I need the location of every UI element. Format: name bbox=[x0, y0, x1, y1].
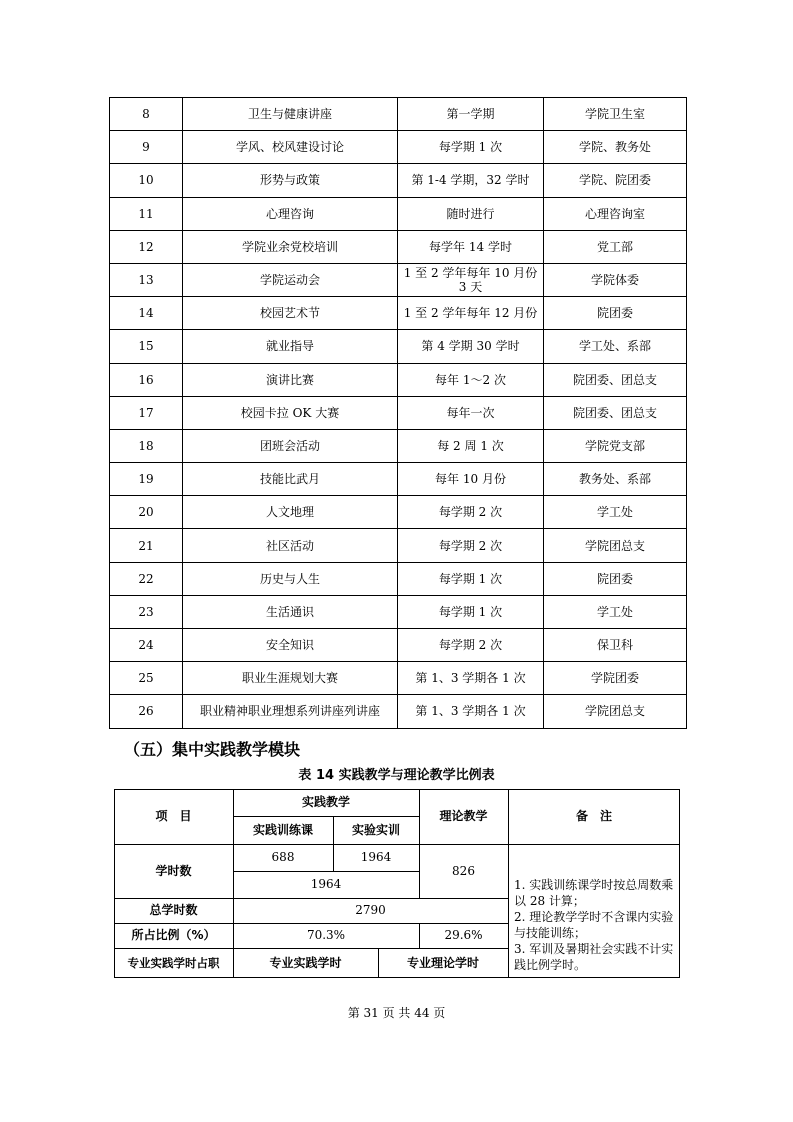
value-practice-ratio: 70.3% bbox=[306, 928, 346, 942]
cell-schedule: 每学年 14 学时 bbox=[398, 230, 544, 263]
cell-schedule: 第 4 学期 30 学时 bbox=[398, 330, 544, 363]
table-row bbox=[110, 396, 687, 429]
table-row bbox=[110, 662, 687, 695]
value-theory-hours: 826 bbox=[452, 863, 475, 878]
header-lab: 实验实训 bbox=[351, 822, 400, 837]
table-row bbox=[110, 496, 687, 529]
cell-department: 教务处、系部 bbox=[544, 463, 687, 496]
cell-department: 院团委、团总支 bbox=[544, 396, 687, 429]
header-practice: 实践教学 bbox=[301, 795, 350, 809]
cell-activity: 就业指导 bbox=[183, 330, 398, 363]
note-item: 1. 实践训练课学时按总周数乘以 28 计算； bbox=[514, 878, 674, 908]
table-row bbox=[110, 131, 687, 164]
value-theory-ratio: 29.6% bbox=[444, 928, 483, 942]
cell-activity: 安全知识 bbox=[183, 629, 398, 662]
row-label-hours: 学时数 bbox=[155, 863, 192, 878]
header-major-practice: 专业实践学时 bbox=[269, 955, 342, 970]
cell-department: 学工处 bbox=[544, 595, 687, 628]
section-heading: （五）集中实践教学模块 bbox=[124, 740, 301, 759]
cell-number: 10 bbox=[110, 164, 183, 197]
cell-schedule: 每年一次 bbox=[398, 396, 544, 429]
cell-activity: 形势与政策 bbox=[183, 164, 398, 197]
activity-table bbox=[109, 97, 687, 729]
value-training-hours: 688 bbox=[271, 850, 295, 864]
cell-activity: 生活通识 bbox=[183, 595, 398, 628]
cell-schedule: 1 至 2 学年每年 12 月份 bbox=[398, 297, 544, 330]
row-label-major: 专业实践学时占职 bbox=[127, 955, 220, 970]
cell-number: 20 bbox=[110, 496, 183, 529]
cell-schedule: 每 2 周 1 次 bbox=[398, 429, 544, 462]
cell-activity: 社区活动 bbox=[183, 529, 398, 562]
cell-activity: 职业生涯规划大赛 bbox=[183, 662, 398, 695]
ratio-table bbox=[114, 789, 680, 978]
table-row bbox=[110, 330, 687, 363]
table-caption: 表 14 实践教学与理论教学比例表 bbox=[298, 768, 495, 783]
cell-number: 23 bbox=[110, 595, 183, 628]
cell-activity: 校园艺术节 bbox=[183, 297, 398, 330]
cell-schedule: 每学期 1 次 bbox=[398, 131, 544, 164]
cell-number: 16 bbox=[110, 363, 183, 396]
cell-schedule: 第 1、3 学期各 1 次 bbox=[398, 662, 544, 695]
activity-table-body bbox=[110, 98, 687, 729]
cell-department: 学院团总支 bbox=[544, 529, 687, 562]
value-total-hours: 2790 bbox=[355, 903, 386, 917]
cell-number: 14 bbox=[110, 297, 183, 330]
cell-department: 院团委 bbox=[544, 297, 687, 330]
cell-activity: 学风、校风建设讨论 bbox=[183, 131, 398, 164]
table-row bbox=[110, 263, 687, 296]
cell-department: 学院团总支 bbox=[544, 695, 687, 728]
cell-department: 学院、院团委 bbox=[544, 164, 687, 197]
cell-activity: 学院业余党校培训 bbox=[183, 230, 398, 263]
cell-department: 学院体委 bbox=[544, 263, 687, 296]
table-row bbox=[110, 695, 687, 728]
cell-department: 院团委、团总支 bbox=[544, 363, 687, 396]
table-row bbox=[110, 429, 687, 462]
cell-activity: 团班会活动 bbox=[183, 429, 398, 462]
cell-department: 学工处、系部 bbox=[544, 330, 687, 363]
cell-department: 学院、教务处 bbox=[544, 131, 687, 164]
header-theory: 理论教学 bbox=[439, 809, 488, 823]
value-lab-hours: 1964 bbox=[360, 850, 392, 864]
cell-activity: 历史与人生 bbox=[183, 562, 398, 595]
cell-number: 21 bbox=[110, 529, 183, 562]
cell-activity: 心理咨询 bbox=[183, 197, 398, 230]
table-row bbox=[110, 363, 687, 396]
header-notes: 备 注 bbox=[575, 809, 612, 823]
cell-department: 学工处 bbox=[544, 496, 687, 529]
table-row bbox=[110, 164, 687, 197]
cell-activity: 人文地理 bbox=[183, 496, 398, 529]
row-label-ratio: 所占比例（%） bbox=[131, 928, 216, 942]
row-label-total: 总学时数 bbox=[149, 903, 198, 917]
cell-department: 党工部 bbox=[544, 230, 687, 263]
cell-department: 学院党支部 bbox=[544, 429, 687, 462]
cell-activity: 演讲比赛 bbox=[183, 363, 398, 396]
cell-number: 15 bbox=[110, 330, 183, 363]
cell-schedule: 每学期 2 次 bbox=[398, 529, 544, 562]
cell-department: 院团委 bbox=[544, 562, 687, 595]
table-row bbox=[110, 562, 687, 595]
cell-activity: 卫生与健康讲座 bbox=[183, 98, 398, 131]
cell-schedule: 第一学期 bbox=[398, 98, 544, 131]
note-item: 3. 军训及暑期社会实践不计实践比例学时。 bbox=[514, 942, 674, 972]
cell-number: 17 bbox=[110, 396, 183, 429]
cell-number: 8 bbox=[110, 98, 183, 131]
cell-number: 18 bbox=[110, 429, 183, 462]
cell-activity: 职业精神职业理想系列讲座列讲座 bbox=[183, 695, 398, 728]
cell-number: 11 bbox=[110, 197, 183, 230]
cell-activity: 技能比武月 bbox=[183, 463, 398, 496]
cell-activity: 校园卡拉 OK 大赛 bbox=[183, 396, 398, 429]
table-row bbox=[110, 197, 687, 230]
cell-schedule: 每年 10 月份 bbox=[398, 463, 544, 496]
table-row bbox=[110, 230, 687, 263]
header-project: 项 目 bbox=[155, 809, 192, 823]
cell-department: 学院团委 bbox=[544, 662, 687, 695]
cell-number: 13 bbox=[110, 263, 183, 296]
cell-number: 12 bbox=[110, 230, 183, 263]
table-row bbox=[110, 463, 687, 496]
cell-department: 保卫科 bbox=[544, 629, 687, 662]
cell-number: 19 bbox=[110, 463, 183, 496]
cell-number: 26 bbox=[110, 695, 183, 728]
cell-schedule: 随时进行 bbox=[398, 197, 544, 230]
table-row bbox=[110, 297, 687, 330]
table-row bbox=[110, 529, 687, 562]
header-major-theory: 专业理论学时 bbox=[406, 955, 479, 970]
cell-activity: 学院运动会 bbox=[183, 263, 398, 296]
table-row bbox=[110, 98, 687, 131]
header-training: 实践训练课 bbox=[252, 822, 313, 837]
note-item: 2. 理论教学学时不含课内实验与技能训练； bbox=[514, 910, 674, 940]
cell-schedule: 每学期 1 次 bbox=[398, 595, 544, 628]
cell-department: 心理咨询室 bbox=[544, 197, 687, 230]
cell-number: 25 bbox=[110, 662, 183, 695]
cell-schedule: 第 1、3 学期各 1 次 bbox=[398, 695, 544, 728]
cell-schedule: 1 至 2 学年每年 10 月份 3 天 bbox=[398, 263, 544, 296]
cell-number: 9 bbox=[110, 131, 183, 164]
value-practice-total: 1964 bbox=[310, 877, 342, 891]
table-row bbox=[110, 595, 687, 628]
cell-schedule: 每学期 2 次 bbox=[398, 496, 544, 529]
cell-number: 22 bbox=[110, 562, 183, 595]
table-row bbox=[110, 629, 687, 662]
cell-schedule: 每学期 2 次 bbox=[398, 629, 544, 662]
cell-schedule: 每年 1～2 次 bbox=[398, 363, 544, 396]
cell-schedule: 第 1-4 学期，32 学时 bbox=[398, 164, 544, 197]
page-footer: 第 31 页 共 44 页 bbox=[347, 1006, 446, 1020]
cell-number: 24 bbox=[110, 629, 183, 662]
cell-department: 学院卫生室 bbox=[544, 98, 687, 131]
notes-block bbox=[514, 877, 674, 973]
cell-schedule: 每学期 1 次 bbox=[398, 562, 544, 595]
